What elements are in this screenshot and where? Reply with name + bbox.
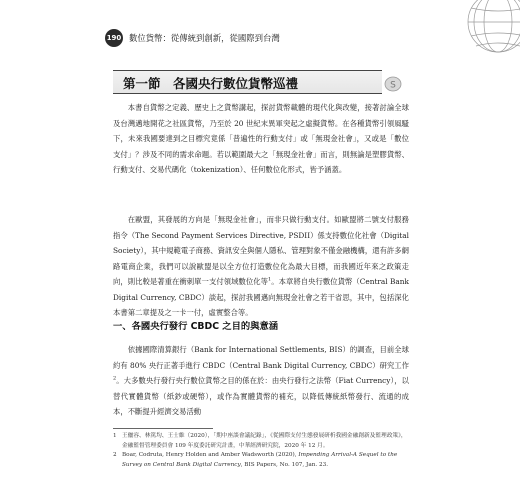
- paragraph-3: [113, 342, 409, 420]
- section-title: 第一節 各國央行數位貨幣巡禮: [123, 76, 299, 91]
- subheading: 一、各國央行發行 CBDC 之目的與意涵: [113, 321, 279, 332]
- footnote-2-text-b: , BIS Papers, No. 107, Jan. 23.: [240, 461, 329, 468]
- running-head: 數位貨幣：從傳統到創新，從國際到台灣: [129, 33, 280, 43]
- paragraph-2-part-b: 。本章將自央行數位貨幣（Central Bank Digital Currency, CBDC）談起，探討我國邁向無現金社會之若干省思，其中，包括深化本書第二章提及之一卡一付，虛實整合等。: [113, 277, 409, 318]
- paragraph-3-part-a: 依據國際清算銀行（Bank for International Settlements, BIS）的調查，目前全球約有 80% 央行正著手進行 CBDC（Central Bank Digital Currency, CBDC）研究工作: [113, 345, 409, 370]
- paragraph-2-part-a: 在歐盟，其發展的方向是「無現金社會」，而非只做行動支付。如歐盟將二號支付服務指令（The Second Payment Services Directive, PSDII）係支持數位化社會（Digital Society），其中規範電子商務、資訊安全與個人隱私、管理對象不僅金融機構，還有許多網路電商企業，我們可以說歐盟是以全方位打造數位化為最大目標，而我國近年來之政策走向，則比較是著重在衝刺單一支付領域數位化等: [113, 215, 409, 287]
- footnote-2: [113, 451, 409, 470]
- footnote-1: [113, 432, 409, 451]
- paragraph-1-text: 本書自貨幣之定義、歷史上之貨幣講起，探討貨幣載體的現代化與改變，接著討論全球及台灣邁地開花之社區貨幣，乃至於 20 世紀末異軍突起之虛擬貨幣。在各種貨幣引領風騷下，未來我國要達到之目標究竟係「普遍性的行動支付」或「無現金社會」，又或是「數位支付」？涉及不同的需求命題。若以範圍最大之「無現金社會」而言，則無論是塑膠貨幣、行動支付、交易代碼化（tokenization）、任何數位化形式，皆予涵蓋。: [113, 103, 409, 175]
- footnote-1-number: 1: [113, 433, 117, 439]
- footnote-divider: [113, 428, 213, 429]
- footnote-2-number: 2: [113, 452, 117, 459]
- footnotes: [113, 432, 409, 470]
- footnote-2-text-a: Boar, Codruta, Henry Holden and Amber Wadsworth (2020),: [122, 452, 299, 459]
- globe-icon: [440, 0, 520, 80]
- footnote-1-text: 王儷容、林篤均、王士維（2020），「期中座談會議紀錄」，《從國際支付生態發展研析我國金融創新及監理政策》，金融監督管理委員會 109 年度委託研究計畫，中華經濟研究院，2020 年 12 月。: [122, 433, 407, 449]
- page-number: 190: [105, 29, 123, 47]
- section-title-bar: [113, 70, 382, 94]
- page-header: [0, 0, 520, 80]
- dollar-badge-icon: [382, 75, 404, 93]
- paragraph-2: [113, 212, 409, 321]
- footnote-2-title: Impending Arrival-A Sequel to the Survey on Central Bank Digital Currency: [122, 452, 398, 468]
- paragraph-3-part-b: 。大多數央行發行央行數位貨幣之目的係在於：由央行發行之法幣（Fiat Currency），以替代實體貨幣（紙鈔或硬幣），或作為實體貨幣的補充，以降低傳統紙幣發行、流通的成本，不斷提升經濟交易活動: [113, 376, 409, 417]
- paragraph-2-text: [113, 212, 409, 321]
- footnote-ref-1[interactable]: 1: [267, 276, 272, 283]
- footnote-ref-2[interactable]: 2: [113, 375, 117, 382]
- svg-text:S: S: [390, 80, 396, 91]
- paragraph-3-text: [113, 342, 409, 420]
- paragraph-1: [113, 100, 409, 178]
